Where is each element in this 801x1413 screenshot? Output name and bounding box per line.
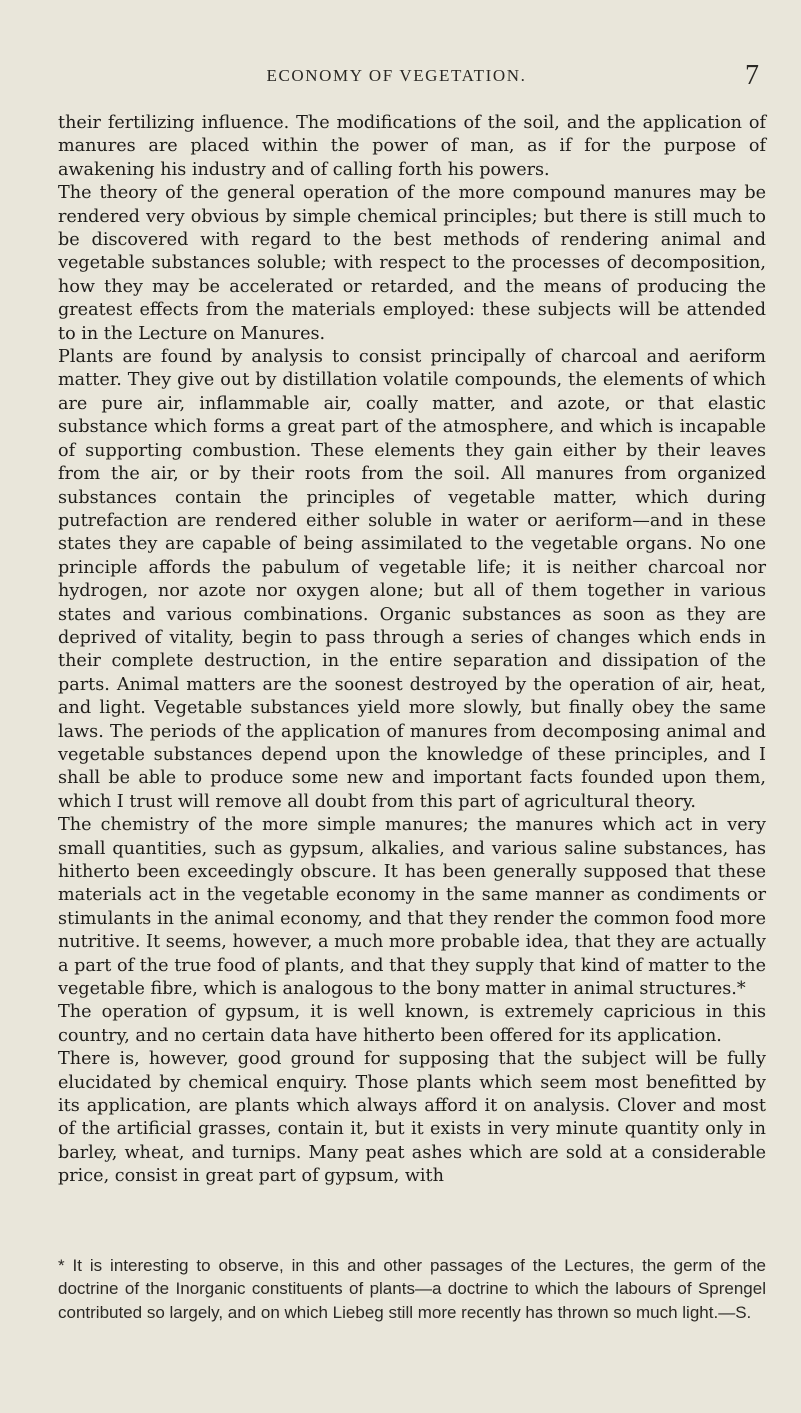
footnote-text: It is interesting to observe, in this and other passages of the Lectures, the germ of the doctrine of the Inorganic constituents of plants—a doctrine to which the labours of Sprengel contributed so largely, and on which Liebeg still more recently has thrown so much light.—S. [58, 1256, 766, 1322]
footnote [58, 1254, 766, 1324]
paragraph-5: The operation of gypsum, it is well known, is extremely capricious in this country, and no certain data have hitherto been offered for its application. [58, 1002, 766, 1046]
footnote-mark: * [58, 1256, 65, 1275]
paragraph-4: The chemistry of the more simple manures; the manures which act in very small quantities, such as gypsum, alkalies, and various saline substances, has hitherto been exceedingly obscure. It has been generally supposed that these materials act in the vegetable economy in the same manner as condiments or stimulants in the animal economy, and that they render the common food more nutritive. It seems, however, a much more probable idea, that they are actually a part of the true food of plants, and that they supply that kind of matter to the vegetable fibre, which is analogous to the bony matter in animal structures.* [58, 815, 766, 1000]
body-text [58, 112, 766, 1189]
paragraph-3: Plants are found by analysis to consist principally of charcoal and aeriform matter. They give out by distillation volatile compounds, the elements of which are pure air, inflammable air, coally matter, and azote, or that elastic substance which forms a great part of the atmosphere, and which is incapable of supporting combustion. These elements they gain either by their leaves from the air, or by their roots from the soil. All manures from organized substances contain the principles of vegetable matter, which during putrefaction are rendered either soluble in water or aeriform—and in these states they are capable of being assimilated to the vegetable organs. No one principle affords the pabulum of vegetable life; it is neither charcoal nor hydrogen, nor azote nor oxygen alone; but all of them together in various states and various combinations. Organic substances as soon as they are deprived of vitality, begin to pass through a series of changes which ends in their complete destruction, in the entire separation and dissipation of the parts. Animal matters are the soonest destroyed by the operation of air, heat, and light. Vegetable substances yield more slowly, but finally obey the same laws. The periods of the application of manures from decomposing animal and vegetable substances depend upon the knowledge of these principles, and I shall be able to produce some new and important facts founded upon them, which I trust will remove all doubt from this part of agricultural theory. [58, 347, 766, 812]
running-title: ECONOMY OF VEGETATION. [266, 66, 527, 85]
page-header [34, 60, 759, 92]
paragraph-6: There is, however, good ground for supposing that the subject will be fully elucidated by chemical enquiry. Those plants which seem most benefitted by its application, are plants which always afford it on analysis. Clover and most of the artificial grasses, contain it, but it exists in very minute quantity only in barley, wheat, and turnips. Many peat ashes which are sold at a considerable price, consist in great part of gypsum, with [58, 1049, 766, 1187]
page-number: 7 [745, 60, 759, 91]
paragraph-1: their fertilizing influence. The modifications of the soil, and the application of manures are placed within the power of man, as if for the purpose of awakening his industry and of calling forth his powers. [58, 113, 766, 180]
paragraph-2: The theory of the general operation of the more compound manures may be rendered very obvious by simple chemical principles; but there is still much to be discovered with regard to the best methods of rendering animal and vegetable substances soluble; with respect to the processes of decomposition, how they may be accelerated or retarded, and the means of producing the greatest effects from the materials employed: these subjects will be attended to in the Lecture on Manures. [58, 183, 766, 344]
